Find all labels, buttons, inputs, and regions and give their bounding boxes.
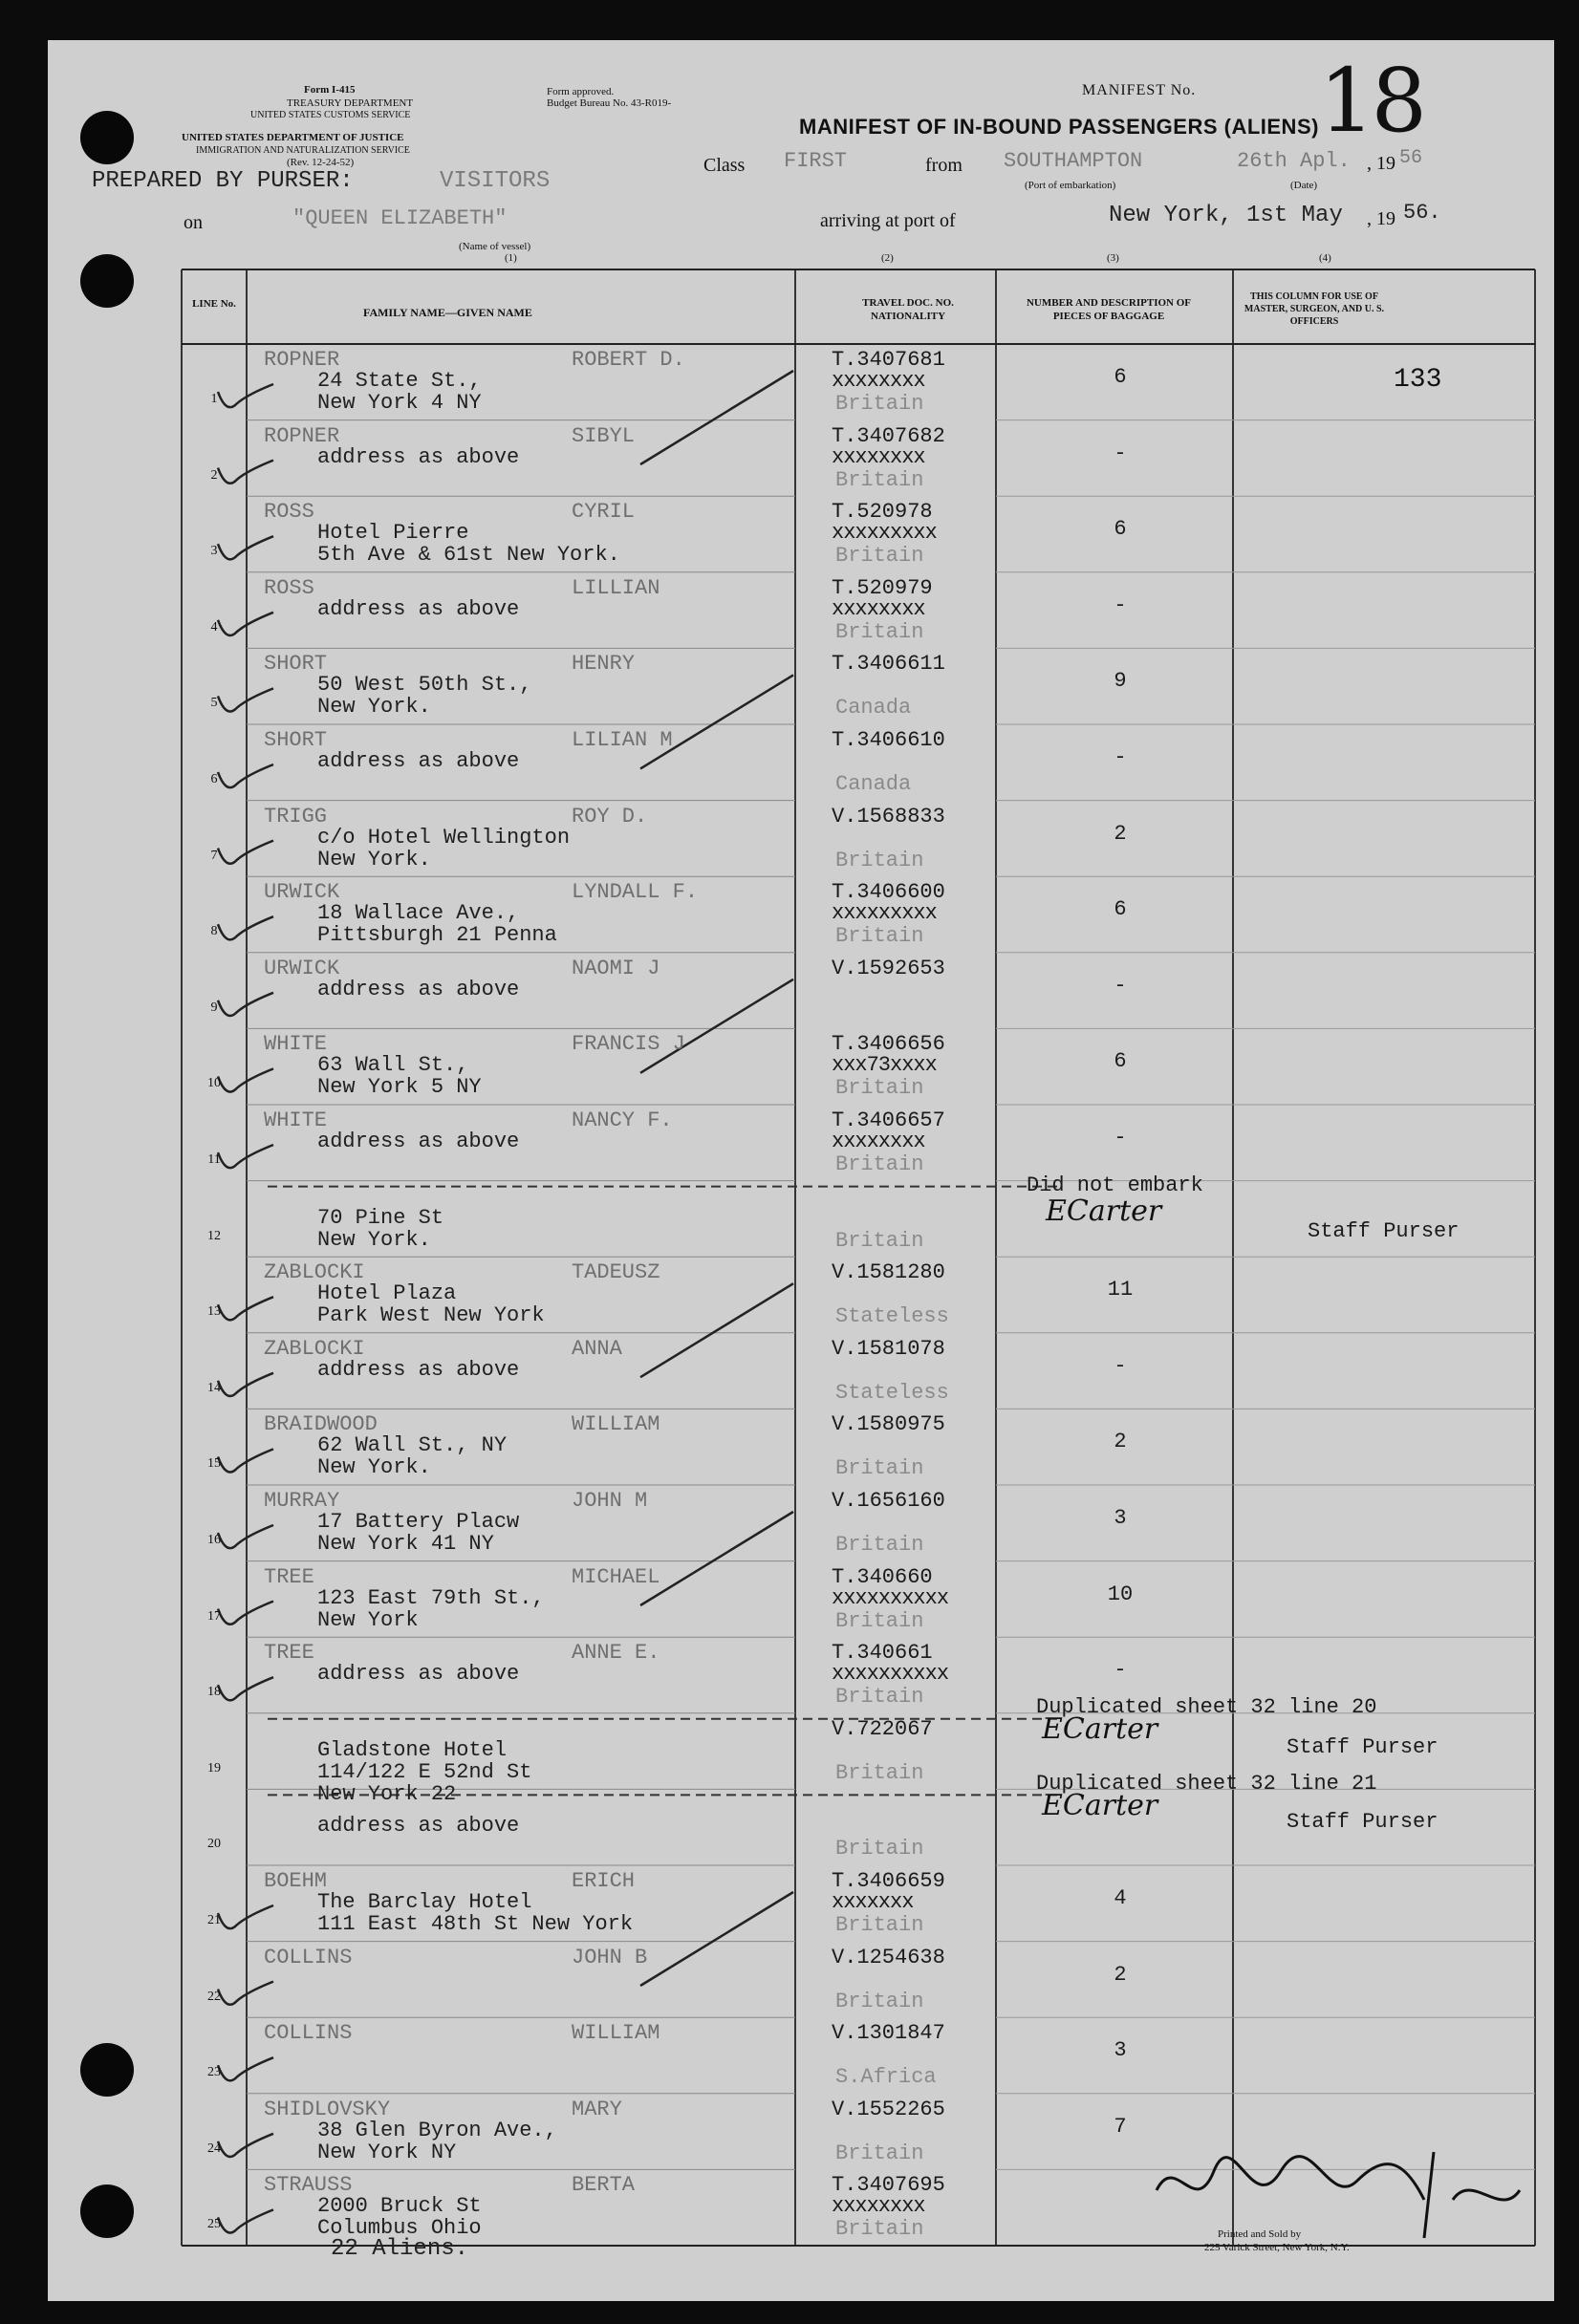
embark-year-prefix: , 19 [1367,153,1395,174]
family-name: ROSS [264,500,314,525]
baggage-count: 6 [1114,365,1127,389]
date-caption: (Date) [1290,180,1318,191]
crossed-out-number: xxx73xxxx [832,1053,937,1078]
crossed-out-number: xxxxxxxx [832,444,925,469]
travel-doc-number: T.3407682 [832,423,945,448]
family-name: TRIGG [264,804,328,828]
officer-number: 133 [1394,365,1442,395]
from-label: from [925,155,963,176]
family-name: TREE [264,1641,314,1666]
staff-purser-label: Staff Purser [1308,1219,1460,1243]
travel-doc-number: V.1552265 [832,2097,945,2121]
header-baggage: NUMBER AND DESCRIPTION OF PIECES OF BAGGAGE [1026,297,1192,322]
travel-doc-number: T.3406600 [832,880,945,905]
travel-doc-number: T.3406659 [832,1869,945,1893]
line-number: 13 [207,1304,221,1320]
given-name: LILIAN M [572,728,673,752]
baggage-count: 2 [1114,1430,1127,1454]
nationality: Canada [835,696,912,721]
travel-doc-number: V.1568833 [832,804,945,828]
staff-purser-label: Staff Purser [1287,1735,1438,1759]
printer-line-1: Printed and Sold by [1218,2228,1302,2240]
crossed-out-number: xxxxxxxxxx [832,1585,949,1610]
vessel-on-label: on [184,212,203,233]
address-line: Gladstone Hotel [317,1737,508,1762]
crossed-out-number: xxxxxxxx [832,596,925,621]
nationality: Britain [835,1760,924,1785]
address-line: c/o Hotel Wellington [317,825,571,850]
crossed-out-number: xxxxxxxx [832,2194,925,2219]
crossed-out-number: xxxxxxxx [832,369,925,393]
travel-doc-number: V.1581078 [832,1336,945,1361]
manifest-sheet [48,40,1554,2301]
class-label: Class [703,155,746,176]
line-number: 11 [207,1152,221,1167]
travel-doc-number: T.520978 [832,500,933,525]
given-name: ANNA [572,1336,622,1361]
form-number: Form I-415 [304,84,356,96]
arrival-year-prefix: , 19 [1367,208,1395,229]
travel-doc-number: T.3406657 [832,1108,945,1132]
family-name: WHITE [264,1108,328,1132]
baggage-count: - [1114,592,1127,617]
baggage-count: 10 [1107,1582,1134,1606]
family-name: SHORT [264,652,328,677]
line-number: 8 [210,924,218,939]
baggage-count: 6 [1114,1049,1127,1074]
nationality: Britain [835,2217,924,2242]
family-name: COLLINS [264,1945,353,1969]
address-line: 24 State St., [317,369,482,393]
address-line: New York 22 [317,1781,457,1806]
nationality: Britain [835,924,924,949]
travel-doc-number: T.3406610 [832,728,945,752]
header-line-no: LINE No. [192,298,236,310]
travel-doc-number: V.1581280 [832,1260,945,1285]
duplicated-sheet-note-1: Duplicated sheet 32 line 20 [1036,1695,1377,1719]
given-name: NAOMI J [572,956,660,980]
travel-doc-number: V.722067 [832,1716,933,1741]
address-line: address as above [317,1357,520,1382]
inspector-signature [1137,2133,1539,2248]
dept-justice: UNITED STATES DEPARTMENT OF JUSTICE [182,132,404,143]
line-number: 12 [207,1228,221,1243]
arrival-port-date: New York, 1st May [1109,203,1343,228]
line-number: 17 [207,1608,221,1624]
baggage-count: 11 [1107,1278,1134,1302]
baggage-count: 6 [1114,517,1127,542]
nationality: Britain [835,1608,924,1633]
address-line: address as above [317,444,520,469]
nationality: Britain [835,848,924,872]
embark-year: 56 [1399,147,1423,169]
dept-treasury: TREASURY DEPARTMENT [287,97,414,109]
address-line: 2000 Bruck St [317,2194,482,2219]
travel-doc-number: T.340661 [832,1641,933,1666]
header-family-name: FAMILY NAME—GIVEN NAME [363,306,532,319]
col-num-1: (1) [505,252,517,264]
given-name: ERICH [572,1869,636,1893]
family-name: COLLINS [264,2021,353,2046]
manifest-title: MANIFEST OF IN-BOUND PASSENGERS (ALIENS) [799,115,1319,139]
duplicated-sheet-note-2: Duplicated sheet 32 line 21 [1036,1772,1377,1796]
family-name: MURRAY [264,1489,340,1513]
travel-doc-number: V.1301847 [832,2021,945,2046]
given-name: BERTA [572,2173,636,2198]
manifest-number: 18 [1319,50,1424,152]
address-line: New York NY [317,2140,457,2164]
given-name: JOHN M [572,1489,648,1513]
line-number: 6 [210,772,218,786]
address-line: New York 41 NY [317,1532,494,1556]
staff-purser-label: Staff Purser [1287,1810,1438,1834]
address-line: New York. [317,1227,431,1252]
nationality: Stateless [835,1380,949,1405]
baggage-count: 3 [1114,2038,1127,2063]
given-name: SIBYL [572,423,636,448]
given-name: ROBERT D. [572,348,685,372]
address-line: 114/122 E 52nd St [317,1759,532,1784]
prepared-by-label: PREPARED BY PURSER: [92,168,354,194]
baggage-count: - [1114,1126,1127,1150]
pen-stroke [640,979,793,1073]
travel-doc-number: T.3407681 [832,348,945,372]
nationality: Britain [835,1228,924,1253]
nationality: Britain [835,1913,924,1937]
address-line: 38 Glen Byron Ave., [317,2118,557,2142]
given-name: WILLIAM [572,2021,660,2046]
budget-bureau: Budget Bureau No. 43-R019- [547,97,672,109]
travel-doc-number: T.3407695 [832,2173,945,2198]
alien-total: 22 Aliens. [331,2236,469,2262]
nationality: Britain [835,1837,924,1861]
travel-doc-number: T.340660 [832,1564,933,1589]
line-number: 23 [207,2065,221,2080]
family-name: STRAUSS [264,2173,353,2198]
family-name: WHITE [264,1032,328,1057]
arrival-year: 56. [1403,201,1441,225]
nationality: S.Africa [835,2065,937,2090]
address-line: New York 4 NY [317,391,482,415]
header-officers-column: THIS COLUMN FOR USE OF MASTER, SURGEON, AND U. S. OFFICERS [1244,291,1385,327]
nationality: Britain [835,1076,924,1101]
given-name: JOHN B [572,1945,648,1969]
address-line: Park West New York [317,1303,545,1328]
crossed-out-number: xxxxxxxxx [832,521,937,546]
address-line: address as above [317,749,520,773]
address-line: 111 East 48th St New York [317,1912,634,1936]
given-name: CYRIL [572,500,636,525]
line-number: 14 [207,1380,221,1395]
embark-date: 26th Apl. [1237,149,1351,173]
travel-doc-number: T.3406611 [832,652,945,677]
address-line: 5th Ave & 61st New York. [317,543,620,568]
nationality: Britain [835,1152,924,1176]
nationality: Stateless [835,1304,949,1329]
address-line: New York. [317,695,431,720]
travel-doc-number: T.520979 [832,575,933,600]
crossed-out-number: xxxxxxxxxx [832,1662,949,1687]
address-line: 17 Battery Placw [317,1510,520,1534]
pen-stroke [640,371,793,464]
baggage-count: - [1114,1353,1127,1378]
line-number: 25 [207,2217,221,2232]
nationality: Britain [835,1533,924,1557]
line-number: 15 [207,1456,221,1472]
address-line: Pittsburgh 21 Penna [317,923,557,948]
address-line: New York. [317,1455,431,1480]
line-number: 3 [210,544,218,559]
address-line: address as above [317,596,520,621]
baggage-count: - [1114,973,1127,998]
line-number: 22 [207,1989,221,2004]
nationality: Britain [835,1989,924,2013]
family-name: ZABLOCKI [264,1260,365,1285]
baggage-count: - [1114,441,1127,465]
line-number: 19 [207,1760,221,1775]
address-line: The Barclay Hotel [317,1890,532,1914]
crossed-out-number: xxxxxxx [832,1890,914,1914]
pen-stroke [640,675,793,768]
line-number: 21 [207,1913,221,1927]
col-num-3: (3) [1107,252,1119,264]
class-value: FIRST [784,149,848,173]
given-name: NANCY F. [572,1108,673,1132]
given-name: LYNDALL F. [572,880,699,905]
prepared-by-value: VISITORS [440,168,551,194]
family-name: SHIDLOVSKY [264,2097,391,2121]
form-revision: (Rev. 12-24-52) [287,157,355,168]
travel-doc-number: V.1656160 [832,1489,945,1513]
dept-immigration: IMMIGRATION AND NATURALIZATION SERVICE [196,145,410,156]
vessel-caption: (Name of vessel) [459,241,531,252]
baggage-count: 9 [1114,669,1127,694]
line-number: 9 [210,1000,218,1015]
line-number: 16 [207,1533,221,1547]
travel-doc-number: V.1592653 [832,956,945,980]
address-line: 63 Wall St., [317,1053,469,1078]
address-line: 50 West 50th St., [317,673,532,698]
given-name: LILLIAN [572,575,660,600]
col-num-2: (2) [881,252,894,264]
manifest-no-label: MANIFEST No. [1082,82,1197,98]
address-line: Hotel Plaza [317,1281,457,1306]
baggage-count: 7 [1114,2114,1127,2139]
address-line: 70 Pine St [317,1205,444,1230]
address-line: Hotel Pierre [317,521,469,546]
nationality: Britain [835,619,924,644]
given-name: FRANCIS J [572,1032,685,1057]
address-line: 62 Wall St., NY [317,1433,508,1458]
family-name: SHORT [264,728,328,752]
header-travel-doc: TRAVEL DOC. NO. NATIONALITY [862,297,954,322]
crossed-out-number: xxxxxxxx [832,1130,925,1153]
crossed-out-number: xxxxxxxxx [832,901,937,926]
nationality: Britain [835,2141,924,2165]
nationality: Britain [835,392,924,416]
address-line: New York 5 NY [317,1075,482,1100]
given-name: MICHAEL [572,1564,660,1589]
given-name: MARY [572,2097,622,2121]
given-name: TADEUSZ [572,1260,660,1285]
travel-doc-number: T.3406656 [832,1032,945,1057]
port-embarkation: SOUTHAMPTON [1004,149,1143,173]
pen-stroke [640,1283,793,1377]
baggage-count: 3 [1114,1506,1127,1530]
family-name: BOEHM [264,1869,328,1893]
address-line: 123 East 79th St., [317,1585,545,1610]
given-name: WILLIAM [572,1412,660,1437]
col-num-4: (4) [1319,252,1331,264]
family-name: BRAIDWOOD [264,1412,378,1437]
address-line: address as above [317,1814,520,1839]
line-number: 7 [210,848,218,863]
purser-signature: ECarter [1042,1712,1158,1746]
nationality: Britain [835,467,924,492]
family-name: URWICK [264,956,340,980]
line-number: 18 [207,1685,221,1700]
family-name: URWICK [264,880,340,905]
address-line: address as above [317,977,520,1001]
family-name: ZABLOCKI [264,1336,365,1361]
baggage-count: - [1114,745,1127,769]
travel-doc-number: V.1254638 [832,1945,945,1969]
pen-stroke [640,1892,793,1986]
line-number: 5 [210,696,218,711]
line-number: 2 [210,467,218,483]
address-line: address as above [317,1662,520,1687]
baggage-count: 2 [1114,821,1127,846]
line-number: 20 [207,1837,221,1852]
address-line: 18 Wallace Ave., [317,901,520,926]
baggage-count: - [1114,1658,1127,1683]
line-number: 4 [210,619,218,635]
address-line: New York [317,1607,419,1632]
baggage-count: 2 [1114,1962,1127,1987]
given-name: ROY D. [572,804,648,828]
printer-line-2: 225 Varick Street, New York, N.Y. [1204,2242,1350,2253]
did-not-embark-note: Did not embark [1027,1173,1203,1197]
travel-doc-number: V.1580975 [832,1412,945,1437]
nationality: Britain [835,544,924,569]
form-approved: Form approved. [547,86,615,97]
arriving-label: arriving at port of [820,210,956,231]
nationality: Britain [835,1456,924,1481]
nationality: Britain [835,1685,924,1710]
dept-customs: UNITED STATES CUSTOMS SERVICE [250,110,411,120]
vessel-name: "QUEEN ELIZABETH" [292,206,508,230]
family-name: ROPNER [264,423,340,448]
given-name: HENRY [572,652,636,677]
family-name: TREE [264,1564,314,1589]
line-number: 10 [207,1076,221,1091]
given-name: ANNE E. [572,1641,660,1666]
address-line: address as above [317,1130,520,1153]
purser-signature: ECarter [1046,1194,1162,1228]
family-name: ROPNER [264,348,340,372]
address-line: New York. [317,847,431,872]
address-line: Columbus Ohio [317,2216,482,2241]
baggage-count: 6 [1114,897,1127,922]
port-caption: (Port of embarkation) [1025,180,1116,191]
line-number: 24 [207,2141,221,2156]
family-name: ROSS [264,575,314,600]
line-number: 1 [210,392,218,406]
nationality: Canada [835,772,912,796]
purser-signature: ECarter [1042,1789,1158,1822]
baggage-count: 4 [1114,1886,1127,1910]
pen-stroke [640,1512,793,1605]
